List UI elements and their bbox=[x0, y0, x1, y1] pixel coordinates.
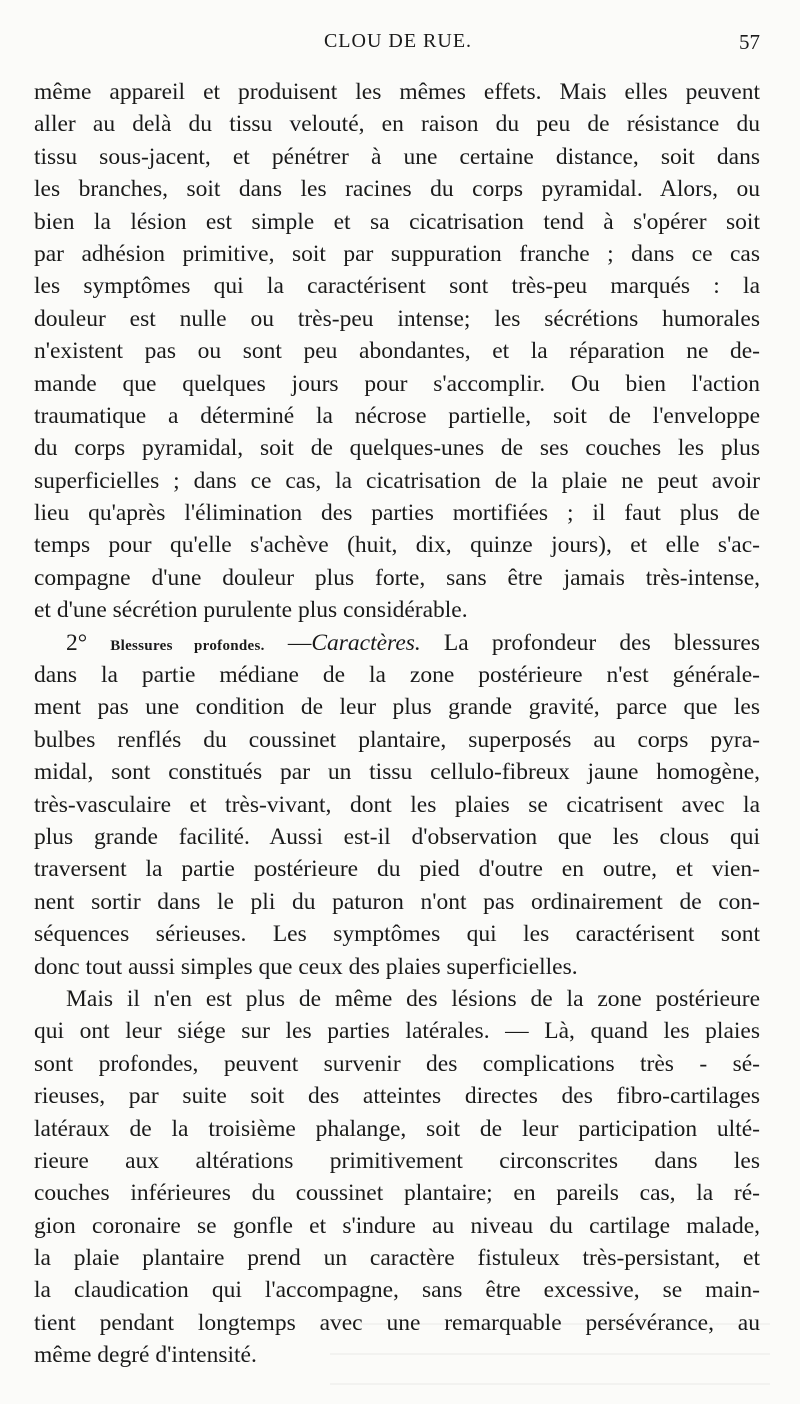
text-line: gion coronaire se gonfle et s'indure au niveau du cartilage malade, bbox=[34, 1212, 760, 1239]
text-line: douleur est nulle ou très-peu intense; les sécrétions humorales bbox=[34, 305, 760, 332]
text-line: dans la partie médiane de la zone postérieure n'est générale- bbox=[34, 662, 760, 689]
text-line: ment pas une condition de leur plus grande gravité, parce que les bbox=[34, 694, 760, 721]
text-line: nent sortir dans le pli du paturon n'ont pas ordinairement de con- bbox=[34, 888, 760, 915]
text-line: rieuses, par suite soit des atteintes directes des fibro-cartilages bbox=[34, 1083, 760, 1110]
section-heading-line bbox=[34, 627, 760, 659]
text-line: couches inférieures du coussinet plantaire; en pareils cas, la ré- bbox=[34, 1180, 760, 1207]
page-header bbox=[36, 30, 760, 62]
text-line: même appareil et produisent les mêmes effets. Mais elles peuvent bbox=[34, 79, 760, 105]
section-number: 2° bbox=[66, 629, 88, 656]
text-line: aller au delà du tissu velouté, en raison du peu de résistance du bbox=[34, 111, 760, 138]
text-line: du corps pyramidal, soit de quelques-unes de ses couches les plus bbox=[34, 435, 760, 462]
text-line: tissu sous-jacent, et pénétrer à une certaine distance, soit dans bbox=[34, 143, 760, 170]
em-dash: — bbox=[287, 629, 312, 656]
text-line: séquences sérieuses. Les symptômes qui les caractérisent sont bbox=[34, 921, 760, 948]
text-line: tient pendant longtemps avec une remarquable persévérance, au bbox=[34, 1309, 760, 1336]
page-body bbox=[34, 76, 760, 1372]
text-line: par adhésion primitive, soit par suppuration franche ; dans ce cas bbox=[34, 240, 760, 267]
text-line: compagne d'une douleur plus forte, sans être jamais très-intense, bbox=[34, 564, 760, 591]
bleed-through-shadow bbox=[330, 1295, 770, 1385]
text-line: bien la lésion est simple et sa cicatrisation tend à s'opérer soit bbox=[34, 208, 760, 235]
text-line: sont profondes, peuvent survenir des complications très - sé- bbox=[34, 1050, 760, 1077]
text-line: même degré d'intensité. bbox=[34, 1342, 257, 1369]
text-line: donc tout aussi simples que ceux des plaies superficielles. bbox=[34, 953, 578, 980]
text-line: Mais il n'en est plus de même des lésions de la zone postérieure bbox=[66, 985, 760, 1012]
section-heading: Blessures profondes. bbox=[110, 637, 265, 654]
text-line: la claudication qui l'accompagne, sans être excessive, se main- bbox=[34, 1277, 760, 1304]
text-line: les symptômes qui la caractérisent sont très-peu marqués : la bbox=[34, 273, 760, 300]
text-line: très-vasculaire et très-vivant, dont les plaies se cicatrisent avec la bbox=[34, 791, 760, 818]
text-line: mande que quelques jours pour s'accomplir. Ou bien l'action bbox=[34, 370, 760, 397]
text-line: lieu qu'après l'élimination des parties mortifiées ; il faut plus de bbox=[34, 500, 760, 527]
text-run: La profondeur des blessures bbox=[443, 629, 761, 656]
text-line: temps pour qu'elle s'achève (huit, dix, quinze jours), et elle s'ac- bbox=[34, 532, 760, 559]
page-number: 57 bbox=[739, 30, 760, 54]
text-line: les branches, soit dans les racines du corps pyramidal. Alors, ou bbox=[34, 176, 760, 203]
text-line: traumatique a déterminé la nécrose partielle, soit de l'enveloppe bbox=[34, 402, 760, 429]
text-line: bulbes renflés du coussinet plantaire, superposés au corps pyra- bbox=[34, 726, 760, 753]
text-line: traversent la partie postérieure du pied d'outre en outre, et vien- bbox=[34, 856, 760, 883]
text-line: qui ont leur siége sur les parties latérales. — Là, quand les plaies bbox=[34, 1018, 760, 1045]
section-subheading: Caractères. bbox=[311, 629, 421, 656]
text-line: latéraux de la troisième phalange, soit de leur participation ulté- bbox=[34, 1115, 760, 1142]
text-line: plus grande facilité. Aussi est-il d'observation que les clous qui bbox=[34, 823, 760, 850]
text-line: rieure aux altérations primitivement circonscrites dans les bbox=[34, 1147, 760, 1174]
text-line: superficielles ; dans ce cas, la cicatrisation de la plaie ne peut avoir bbox=[34, 467, 760, 494]
text-line: et d'une sécrétion purulente plus considérable. bbox=[34, 597, 468, 624]
text-line: la plaie plantaire prend un caractère fistuleux très-persistant, et bbox=[34, 1245, 760, 1272]
running-head: CLOU DE RUE. bbox=[323, 30, 473, 52]
text-line: midal, sont constitués par un tissu cellulo-fibreux jaune homogène, bbox=[34, 759, 760, 786]
text-line: n'existent pas ou sont peu abondantes, et la réparation ne de- bbox=[34, 338, 760, 365]
